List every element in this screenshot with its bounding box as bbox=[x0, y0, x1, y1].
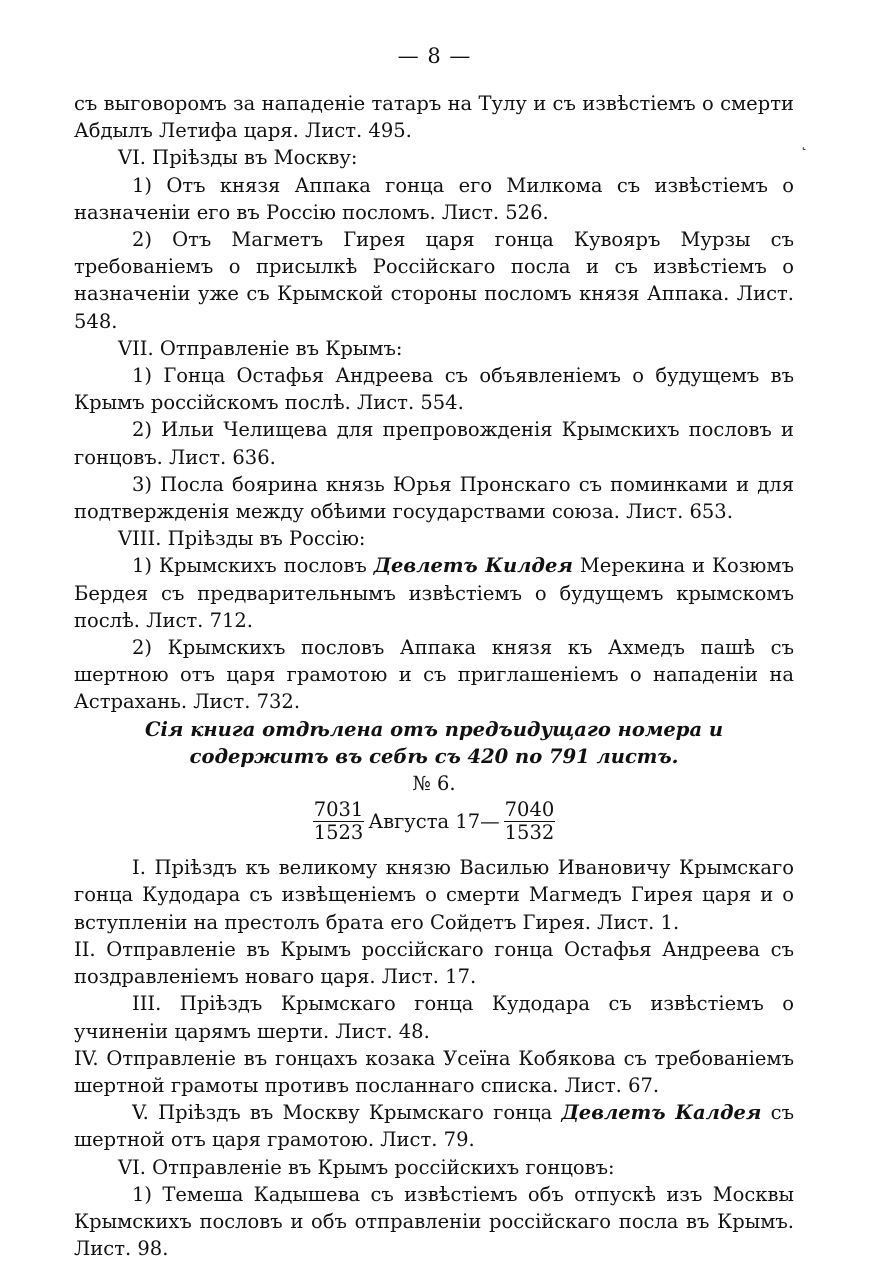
list-item: 1) Отъ князя Аппака гонца его Милкома съ извѣстіемъ о назначеніи его въ Россію посломъ. Лист. 526. bbox=[74, 173, 794, 224]
start-year-fraction bbox=[313, 799, 365, 844]
entry-heading: VI. Отправленіе въ Крымъ россійскихъ гонцовъ: bbox=[118, 1155, 615, 1179]
start-year-old: 7031 bbox=[313, 798, 364, 822]
section-heading-vii: VII. Отправленіе въ Крымъ: bbox=[118, 336, 403, 360]
list-item: 1) Темеша Кадышева съ извѣстіемъ объ отпускѣ изъ Москвы Крымскихъ пословъ и объ отправленіи россійскаго посла въ Крымъ. Лист. 98. bbox=[74, 1182, 794, 1261]
emphasized-name: Девлетъ Килдея bbox=[373, 554, 573, 578]
list-item: 2) Ильи Челищева для препровожденія Крымскихъ пословъ и гонцовъ. Лист. 636. bbox=[74, 418, 794, 469]
entry: IV. Отправленіе въ гонцахъ козака Усеїна Кобякова съ требованіемъ шертной грамоты противъ посланнаго списка. Лист. 67. bbox=[74, 1046, 794, 1097]
text-run: Мерекина и Козюмъ Бердея съ предварительнымъ извѣстіемъ о будущемъ крымскомъ послѣ. Лист. 712. bbox=[74, 554, 794, 632]
list-item: 3) Посла боярина князь Юрья Пронскаго съ поминками и для подтвержденія между обѣими государствами союза. Лист. 653. bbox=[74, 472, 794, 524]
list-item bbox=[74, 552, 794, 634]
date-range bbox=[74, 799, 794, 844]
start-year-new: 1523 bbox=[313, 821, 364, 845]
emphasized-name: Девлетъ Калдея bbox=[561, 1101, 762, 1125]
list-item: 2) Крымскихъ пословъ Аппака князя къ Ахмедъ пашѣ съ шертною отъ царя грамотою и съ приглашеніемъ о нападеніи на Астрахань. Лист. 732. bbox=[74, 636, 794, 714]
list-item: 2) Отъ Магметъ Гирея царя гонца Кувояръ Мурзы съ требованіемъ о присылкѣ Россійскаго посла и съ извѣстіемъ о назначеніи уже съ Крымской стороны посломъ князя Аппака. Лист. 548. bbox=[74, 228, 794, 333]
document-number: № 6. bbox=[412, 772, 456, 796]
margin-mark: ˛ bbox=[800, 132, 808, 151]
page-number: — 8 — bbox=[397, 44, 472, 68]
end-year-old: 7040 bbox=[504, 798, 555, 822]
entry bbox=[74, 1099, 794, 1153]
list-item: 1) Гонца Остафья Андреева съ объявленіемъ о будущемъ въ Крымъ россійскомъ послѣ. Лист. 554. bbox=[74, 364, 794, 415]
book-note: Сія книга отдѣлена отъ предъидущаго номера и содержитъ въ себѣ съ 420 по 791 листъ. bbox=[144, 717, 724, 768]
section-heading-viii: VIII. Пріѣзды въ Россію: bbox=[118, 527, 366, 551]
paragraph: съ выговоромъ за нападеніе татаръ на Тулу и съ извѣстіемъ о смерти Абдылъ Летифа царя. Лист. 495. bbox=[74, 92, 794, 143]
end-year-new: 1532 bbox=[504, 821, 555, 845]
entry: I. Пріѣздъ къ великому князю Василью Ивановичу Крымскаго гонца Кудодара съ извѣщеніемъ о смерти Магмедъ Гирея царя и о вступленіи на престолъ брата его Сойдетъ Гирея. Лист. 1. bbox=[74, 856, 794, 934]
entry: III. Пріѣздъ Крымскаго гонца Кудодара съ извѣстіемъ о учиненіи царямъ шерти. Лист. 48. bbox=[74, 992, 794, 1043]
text-run: V. Пріѣздъ въ Москву Крымскаго гонца bbox=[132, 1101, 562, 1125]
page-body bbox=[74, 90, 794, 1262]
entry: II. Отправленіе въ Крымъ россійскаго гонца Остафья Андреева съ поздравленіемъ новаго царя. Лист. 17. bbox=[74, 937, 794, 989]
text-run: 1) Крымскихъ пословъ bbox=[132, 554, 374, 578]
end-year-fraction bbox=[504, 799, 556, 844]
date-text: Августа 17— bbox=[368, 810, 500, 834]
text-run: съ шертной отъ царя грамотою. Лист. 79. bbox=[74, 1101, 794, 1152]
section-heading-vi: VI. Пріѣзды въ Москву: bbox=[118, 146, 358, 170]
